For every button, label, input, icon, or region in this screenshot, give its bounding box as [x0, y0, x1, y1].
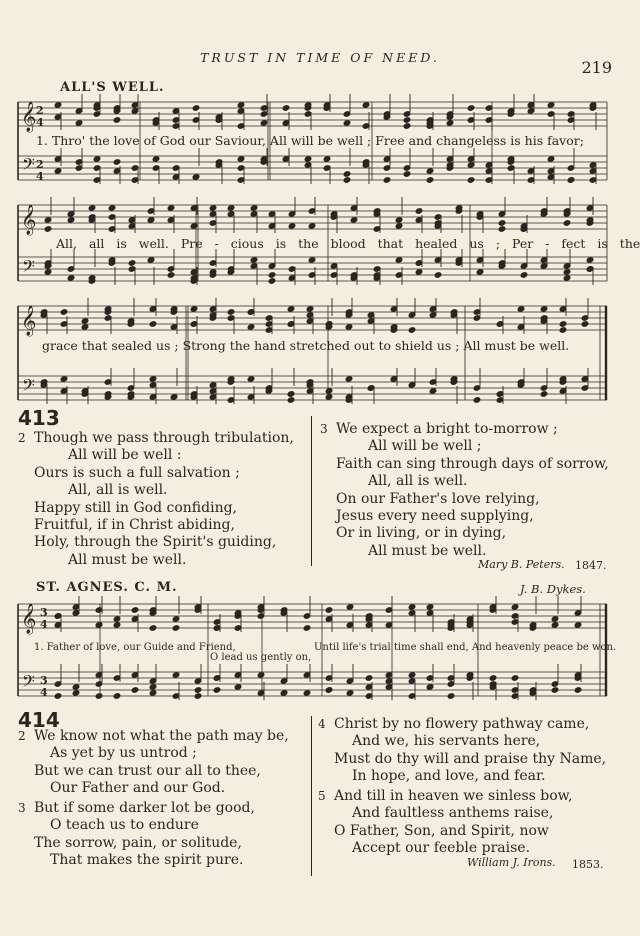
note-head [403, 123, 411, 130]
verse-line: In hope, and love, and fear. [352, 768, 546, 785]
note-head [383, 177, 391, 184]
note-head [247, 376, 255, 383]
note-head [237, 102, 245, 109]
music-lyric-line-1: 1. Thro' the love of God our Saviour, All will be well ; Free and changeless is his favor; [36, 133, 584, 148]
note-head [403, 171, 411, 178]
note-head [350, 217, 358, 224]
note-head [551, 687, 559, 694]
note-head [303, 625, 311, 632]
note-head [395, 257, 403, 264]
note-head [268, 272, 276, 279]
note-head [323, 156, 331, 163]
note-head [81, 318, 89, 325]
note-head [343, 171, 351, 178]
svg-text:2: 2 [36, 158, 44, 171]
note-head [54, 102, 62, 109]
note-head [498, 220, 506, 227]
note-head [194, 693, 202, 700]
note-head [209, 205, 217, 212]
note-head [147, 257, 155, 264]
note-head [260, 120, 268, 127]
verse-line: We know not what the path may be, [34, 728, 289, 744]
note-head [429, 388, 437, 395]
note-head [426, 684, 434, 691]
note-head [395, 217, 403, 224]
note-head [95, 693, 103, 700]
note-head [250, 205, 258, 212]
note-head [287, 397, 295, 404]
note-head [44, 217, 52, 224]
verse-line: Ours is such a full salvation ; [34, 464, 240, 481]
st-agnes-lyric-3: Until life's trial time shall end, And heavenly peace be won. [314, 642, 617, 653]
verse-number: 3 [18, 801, 26, 815]
svg-text:𝄞: 𝄞 [21, 205, 37, 235]
note-head [325, 607, 333, 614]
note-head [345, 376, 353, 383]
note-head [408, 672, 416, 679]
note-head [44, 269, 52, 276]
note-head [288, 223, 296, 230]
note-head [551, 616, 559, 623]
note-head [72, 684, 80, 691]
note-head [362, 102, 370, 109]
note-head [194, 687, 202, 694]
note-head [446, 120, 454, 127]
note-head [426, 604, 434, 611]
verse-line: Faith can sing through days of sorrow, [336, 455, 609, 472]
note-head [547, 102, 555, 109]
note-head [113, 117, 121, 124]
note-head [131, 607, 139, 614]
verse-line: Accept our feeble praise. [352, 840, 531, 857]
note-head [426, 168, 434, 175]
note-head [250, 257, 258, 264]
verse-line: And till in heaven we sinless bow, [334, 788, 573, 804]
verse-line: And we, his servants here, [352, 733, 541, 750]
tune-title-st-agnes: ST. AGNES. C. M. [36, 580, 178, 595]
note-head [547, 156, 555, 163]
svg-text:𝄞: 𝄞 [21, 102, 37, 132]
note-head [476, 269, 484, 276]
note-head [325, 388, 333, 395]
note-head [170, 394, 178, 401]
note-head [113, 159, 121, 166]
note-head [345, 324, 353, 331]
verse-line: Christ by no flowery pathway came, [334, 716, 590, 732]
verse-number: 4 [318, 717, 326, 731]
note-head [131, 687, 139, 694]
hymn-414-year: 1853. [572, 858, 604, 871]
verse-line: Though we pass through tribulation, [34, 430, 294, 446]
note-head [563, 220, 571, 227]
page-number: 219 [581, 58, 612, 77]
svg-text:𝄢: 𝄢 [22, 154, 35, 178]
svg-text:4: 4 [40, 618, 48, 631]
note-head [213, 687, 221, 694]
note-head [60, 376, 68, 383]
verse-line: All, all is well. [68, 482, 168, 499]
note-head [67, 275, 75, 282]
note-head [54, 168, 62, 175]
verse-line: O teach us to endure [50, 817, 199, 834]
note-head [489, 675, 497, 682]
page-header-title: TRUST IN TIME OF NEED. [200, 50, 440, 65]
hymn-414-verse-2 [18, 728, 289, 798]
tune-title-alls-well: ALL'S WELL. [60, 80, 165, 95]
verse-line: That makes the spirit pure. [50, 852, 244, 869]
verse-line: All must be well. [68, 551, 187, 568]
verse-line: We expect a bright to-morrow ; [336, 421, 558, 437]
tune-composer: J. B. Dykes. [520, 582, 586, 596]
note-head [447, 693, 455, 700]
verse-number: 5 [318, 789, 326, 803]
note-head [257, 672, 265, 679]
note-head [172, 625, 180, 632]
note-head [540, 306, 548, 313]
svg-text:𝄢: 𝄢 [22, 375, 35, 399]
hymn-414-verse-4 [318, 716, 606, 786]
note-head [149, 321, 157, 328]
note-head [113, 693, 121, 700]
note-head [346, 690, 354, 697]
verse-number: 3 [320, 422, 328, 436]
note-head [81, 324, 89, 331]
note-head [287, 391, 295, 398]
verse-line: Our Father and our God. [50, 780, 226, 797]
note-head [190, 306, 198, 313]
column-divider [311, 416, 312, 566]
verse-number: 2 [18, 729, 26, 743]
note-head [473, 397, 481, 404]
note-head [567, 177, 575, 184]
column-divider [311, 716, 312, 876]
hymn-413-verse-2 [18, 430, 294, 569]
note-head [147, 217, 155, 224]
note-head [559, 327, 567, 334]
verse-line: All, all is well. [368, 473, 468, 490]
verse-line: Or in living, or in dying, [336, 525, 507, 542]
verse-line: Jesus every need supplying, [336, 508, 534, 525]
note-head [434, 272, 442, 279]
note-head [237, 156, 245, 163]
verse-line: O Father, Son, and Spirit, now [334, 822, 549, 839]
note-head [247, 324, 255, 331]
note-head [343, 120, 351, 127]
svg-text:3: 3 [40, 674, 48, 687]
verse-line: All must be well. [368, 542, 487, 559]
note-head [498, 226, 506, 233]
hymn-414-verse-3 [18, 800, 255, 870]
note-head [282, 105, 290, 112]
verse-line: Must do thy will and praise thy Name, [334, 750, 607, 767]
note-head [415, 208, 423, 215]
svg-text:4: 4 [40, 686, 48, 699]
verse-line: And faultless anthems raise, [352, 805, 554, 822]
note-head [563, 275, 571, 282]
svg-text:𝄢: 𝄢 [22, 671, 35, 695]
note-head [149, 376, 157, 383]
verse-line: As yet by us untrod ; [50, 745, 197, 762]
svg-text:𝄢: 𝄢 [22, 256, 35, 280]
note-head [395, 223, 403, 230]
hymn-413-author: Mary B. Peters. [478, 558, 565, 571]
note-head [128, 260, 136, 267]
hymn-number-414: 414 [18, 708, 60, 732]
note-head [308, 257, 316, 264]
note-head [192, 174, 200, 181]
note-head [190, 223, 198, 230]
note-head [172, 672, 180, 679]
note-head [268, 278, 276, 285]
note-head [287, 306, 295, 313]
note-head [325, 687, 333, 694]
verse-line: Fruitful, if in Christ abiding, [34, 517, 235, 534]
note-head [408, 327, 416, 334]
note-head [540, 391, 548, 398]
note-head [308, 223, 316, 230]
note-head [108, 205, 116, 212]
note-head [551, 622, 559, 629]
note-head [303, 690, 311, 697]
svg-text:2: 2 [36, 104, 44, 117]
note-head [574, 687, 582, 694]
note-head [172, 616, 180, 623]
note-head [152, 156, 160, 163]
music-lyric-line-2: All, all is well. Pre - cious is the blood that healed us ; Per - fect is the [56, 236, 640, 251]
note-head [280, 690, 288, 697]
note-head [306, 306, 314, 313]
note-head [403, 117, 411, 124]
note-head [511, 604, 519, 611]
note-head [149, 625, 157, 632]
note-head [426, 177, 434, 184]
hymn-413-verse-3 [320, 421, 609, 560]
note-head [192, 105, 200, 112]
note-head [95, 622, 103, 629]
note-head [408, 604, 416, 611]
note-head [581, 321, 589, 328]
note-head [517, 306, 525, 313]
note-head [227, 205, 235, 212]
note-head [54, 693, 62, 700]
note-head [304, 156, 312, 163]
note-head [167, 272, 175, 279]
note-head [520, 272, 528, 279]
verse-line: But we can trust our all to thee, [34, 762, 261, 779]
note-head [60, 309, 68, 316]
note-head [93, 156, 101, 163]
note-head [72, 690, 80, 697]
note-head [44, 226, 52, 233]
verse-line: On our Father's love relying, [336, 490, 540, 507]
note-head [149, 684, 157, 691]
note-head [113, 622, 121, 629]
verse-line: Happy still in God confiding, [34, 499, 237, 516]
note-head [467, 105, 475, 112]
svg-text:4: 4 [36, 170, 44, 183]
note-head [113, 616, 121, 623]
note-head [559, 321, 567, 328]
verse-line: All will be well : [68, 447, 182, 464]
svg-text:𝄞: 𝄞 [21, 604, 37, 634]
note-head [415, 269, 423, 276]
note-head [586, 257, 594, 264]
note-head [563, 269, 571, 276]
note-head [167, 205, 175, 212]
note-head [511, 675, 519, 682]
note-head [325, 394, 333, 401]
verse-line: The sorrow, pain, or solitude, [34, 834, 242, 851]
verse-line: But if some darker lot be good, [34, 800, 255, 816]
note-head [467, 177, 475, 184]
svg-text:3: 3 [40, 606, 48, 619]
svg-text:4: 4 [36, 116, 44, 129]
hymn-number-413: 413 [18, 406, 60, 430]
note-head [365, 675, 373, 682]
hymn-413-year: 1847. [575, 559, 607, 572]
hymn-414-verse-5 [318, 788, 572, 858]
note-head [88, 205, 96, 212]
note-head [227, 309, 235, 316]
hymn-414-author: William J. Irons. [467, 856, 556, 869]
note-head [343, 177, 351, 184]
verse-number: 2 [18, 431, 26, 445]
st-agnes-lyric-1: 1. Father of love, our Guide and Friend, [34, 642, 236, 653]
verse-line: All will be well ; [368, 438, 482, 455]
note-head [67, 217, 75, 224]
note-head [149, 690, 157, 697]
note-head [75, 120, 83, 127]
verse-line: Holy, through the Spirit's guiding, [34, 534, 277, 551]
note-head [574, 622, 582, 629]
svg-text:𝄞: 𝄞 [21, 306, 37, 336]
music-lyric-line-3: grace that sealed us ; Strong the hand stretched out to shield us ; All must be well. [42, 338, 570, 353]
note-head [234, 684, 242, 691]
st-agnes-lyric-2: O lead us gently on, [210, 652, 312, 663]
note-head [346, 604, 354, 611]
